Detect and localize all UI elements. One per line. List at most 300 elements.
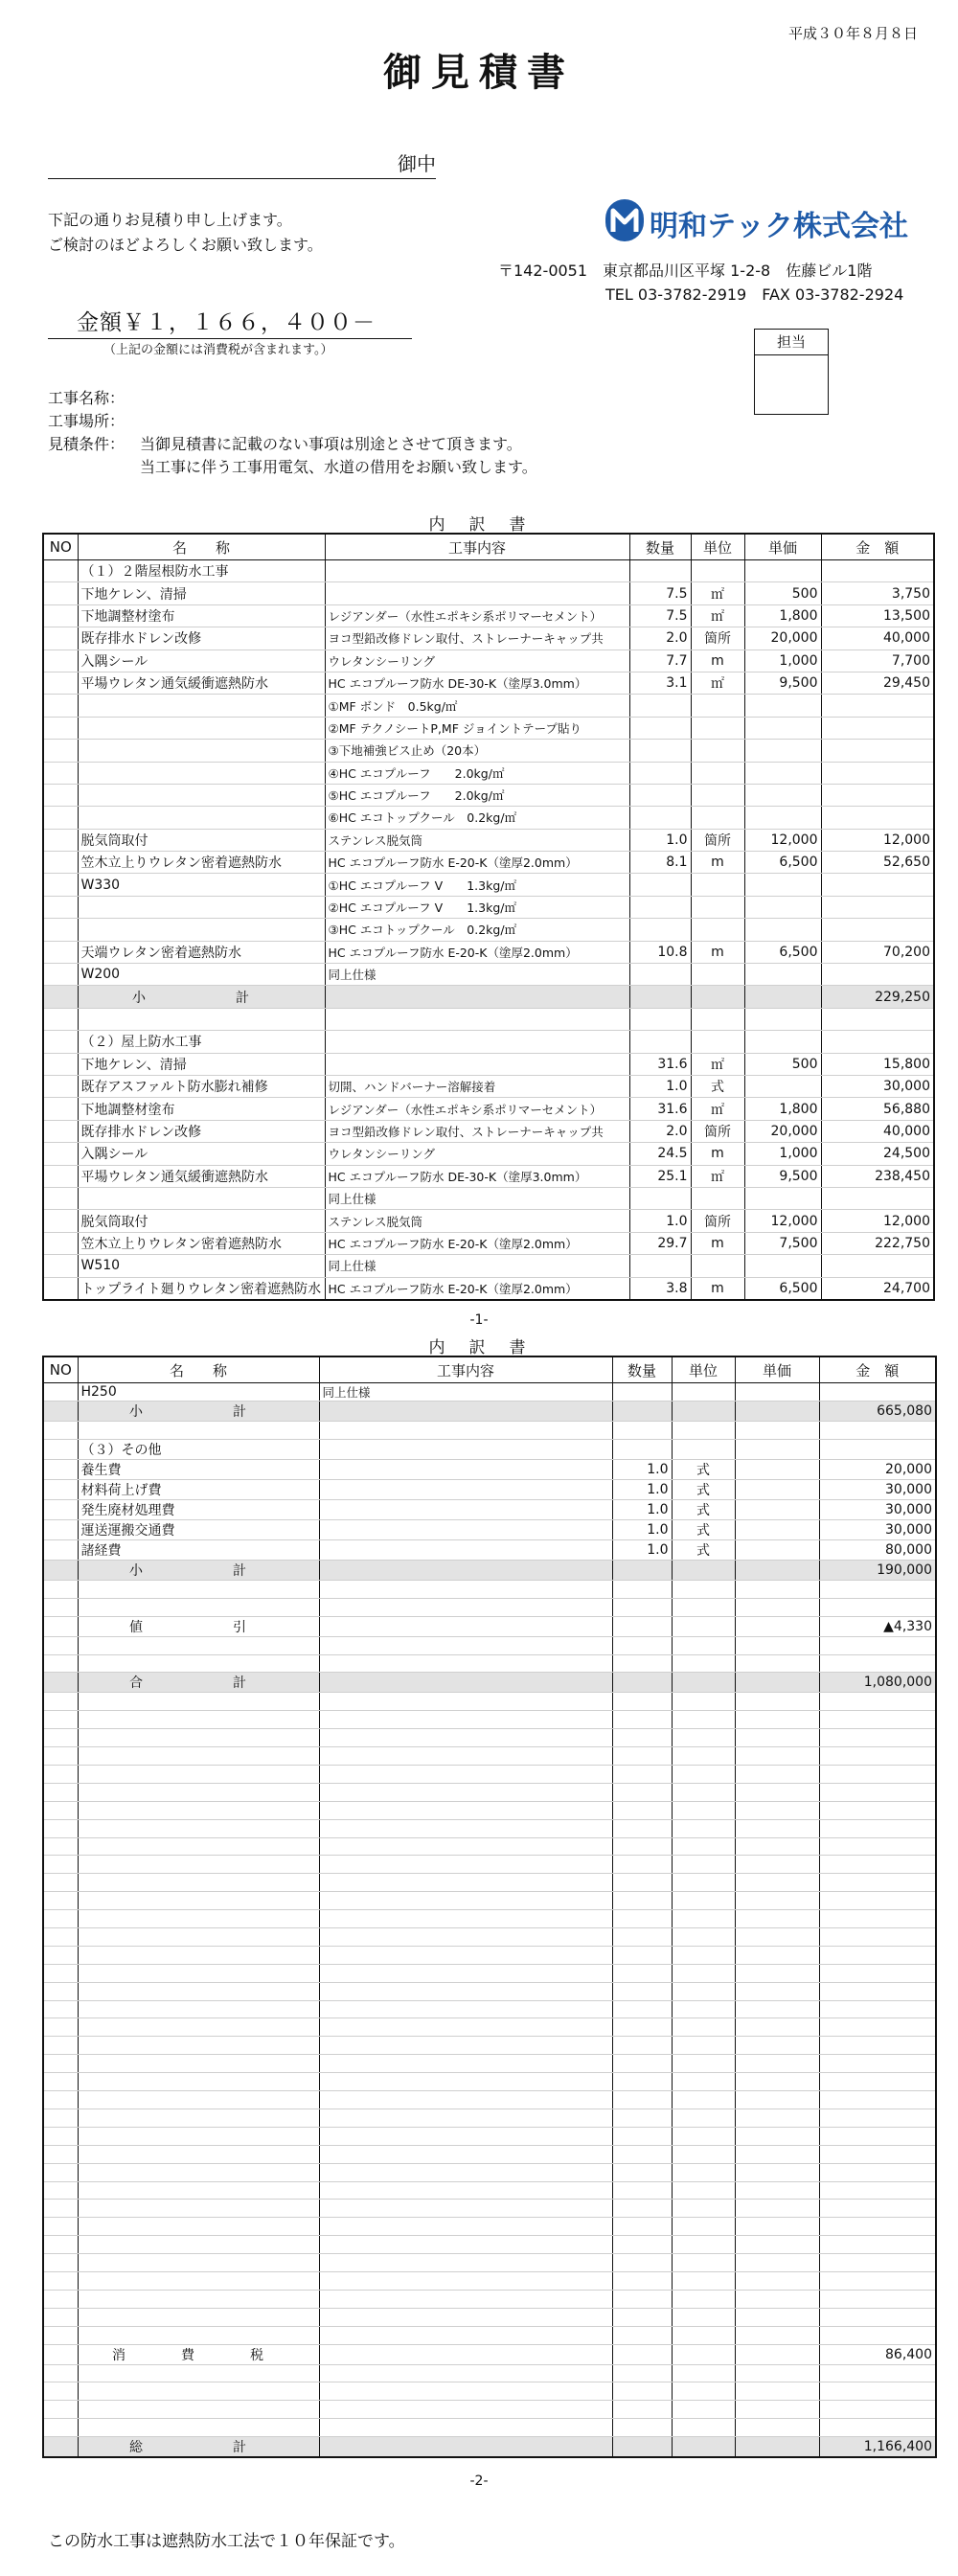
cell-name	[78, 695, 325, 717]
cell-unit	[691, 695, 744, 717]
cell-no	[43, 807, 78, 829]
cell-unit	[691, 1255, 744, 1277]
cell-amount	[819, 2109, 936, 2127]
cell-no	[43, 2163, 78, 2181]
cell-qty	[629, 695, 691, 717]
cell-name	[78, 1636, 319, 1654]
cell-name: 笠木立上りウレタン密着遮熱防水	[78, 1232, 325, 1254]
cell-unit	[672, 1711, 735, 1729]
cell-unit	[691, 807, 744, 829]
table-row	[43, 1654, 936, 1673]
table-row	[43, 1580, 936, 1598]
cell-amount	[819, 1856, 936, 1874]
cell-name: （３）その他	[78, 1439, 319, 1459]
cell-unit: ㎡	[691, 1098, 744, 1120]
cell-amount	[821, 807, 934, 829]
cell-no	[43, 964, 78, 986]
cell-price	[744, 807, 821, 829]
cell-no	[43, 1711, 78, 1729]
cell-qty	[612, 1636, 672, 1654]
cell-price	[735, 2382, 819, 2401]
cell-name: （１）２階屋根防水工事	[78, 560, 325, 582]
cell-unit	[672, 1928, 735, 1947]
project-name-label: 工事名称：	[48, 389, 125, 407]
cell-price	[735, 1459, 819, 1479]
cell-name	[78, 919, 325, 941]
cell-unit	[672, 2163, 735, 2181]
cell-qty	[612, 2236, 672, 2254]
cell-work: HC エコプルーフ防水 E-20-K（塗厚2.0mm）	[325, 1277, 629, 1300]
cell-work	[319, 2145, 612, 2163]
table-row	[43, 2200, 936, 2218]
cell-work	[319, 1892, 612, 1910]
cell-price	[735, 1616, 819, 1636]
addressee-suffix: 御中	[398, 152, 436, 175]
cell-name	[78, 2018, 319, 2037]
col-no: NO	[43, 534, 78, 560]
cell-price: 6,500	[744, 1277, 821, 1300]
cell-price	[735, 2145, 819, 2163]
cell-no	[43, 1031, 78, 1053]
cell-amount	[819, 1422, 936, 1440]
cell-no	[43, 1277, 78, 1300]
cell-name: 下地調整材塗布	[78, 1098, 325, 1120]
cell-name: 下地ケレン、清掃	[78, 1053, 325, 1075]
cell-work	[319, 1910, 612, 1928]
cell-no	[43, 1982, 78, 2000]
cell-qty	[612, 1801, 672, 1819]
cell-price	[744, 874, 821, 896]
cell-amount	[819, 2236, 936, 2254]
cell-unit	[672, 1856, 735, 1874]
cell-work	[319, 1964, 612, 1982]
cell-work: ②MF テクノシートP,MF ジョイントテープ貼り	[325, 717, 629, 739]
cell-unit	[672, 1616, 735, 1636]
cell-no	[43, 1801, 78, 1819]
cell-amount: 24,500	[821, 1143, 934, 1165]
cell-qty: 1.0	[612, 1479, 672, 1499]
cell-price: 1,800	[744, 1098, 821, 1120]
cell-amount: 190,000	[819, 1560, 936, 1580]
cell-unit: ㎡	[691, 582, 744, 604]
cell-qty	[612, 1819, 672, 1837]
cell-name	[78, 896, 325, 918]
table-row	[43, 2091, 936, 2109]
table-row	[43, 1711, 936, 1729]
table-row	[43, 1946, 936, 1964]
cell-amount: 1,166,400	[819, 2437, 936, 2458]
cell-price	[744, 1187, 821, 1209]
cell-work	[319, 2308, 612, 2326]
cell-no	[43, 784, 78, 806]
cell-unit	[672, 1422, 735, 1440]
table-row	[43, 2344, 936, 2364]
cell-price	[735, 1560, 819, 1580]
table-row	[43, 2000, 936, 2018]
cell-name: 合 計	[78, 1673, 319, 1693]
cell-name	[78, 1693, 319, 1711]
cell-unit	[672, 2109, 735, 2127]
cell-price	[735, 1580, 819, 1598]
cell-name: W200	[78, 964, 325, 986]
cell-price	[744, 1255, 821, 1277]
cell-no	[43, 1519, 78, 1539]
cell-qty	[612, 2055, 672, 2073]
cell-work	[325, 1008, 629, 1030]
cell-unit	[672, 2382, 735, 2401]
cell-work	[319, 1636, 612, 1654]
table-row	[43, 762, 934, 784]
cell-amount: 24,700	[821, 1277, 934, 1300]
cell-price	[735, 1383, 819, 1402]
table-row	[43, 1210, 934, 1232]
col-amount: 金 額	[821, 534, 934, 560]
table-row	[43, 1874, 936, 1892]
cell-price: 6,500	[744, 852, 821, 874]
cell-name	[78, 2382, 319, 2401]
cell-unit	[691, 1187, 744, 1209]
table-row	[43, 2109, 936, 2127]
cell-unit	[672, 2181, 735, 2200]
table-row	[43, 2236, 936, 2254]
cell-amount: 30,000	[819, 1519, 936, 1539]
table-row	[43, 2018, 936, 2037]
cell-amount: 30,000	[819, 1499, 936, 1519]
cell-qty	[612, 1711, 672, 1729]
cell-unit	[691, 1031, 744, 1053]
cell-work	[319, 1459, 612, 1479]
table-row	[43, 2437, 936, 2458]
table-row	[43, 1539, 936, 1560]
cell-qty	[612, 1616, 672, 1636]
page-number-2: -2-	[469, 2473, 489, 2489]
table-row	[43, 695, 934, 717]
cell-no	[43, 2419, 78, 2437]
cell-unit	[672, 2218, 735, 2236]
cell-unit: m	[691, 650, 744, 672]
cell-work	[319, 1693, 612, 1711]
cell-work	[319, 1928, 612, 1947]
cell-no	[43, 1747, 78, 1766]
cell-work	[319, 2271, 612, 2290]
col-name: 名 称	[78, 534, 325, 560]
cell-no	[43, 1120, 78, 1142]
cell-name	[78, 1654, 319, 1673]
cell-price	[744, 896, 821, 918]
cell-name	[78, 2236, 319, 2254]
cell-qty	[612, 1402, 672, 1422]
cell-work: ⑤HC エコプルーフ 2.0kg/㎡	[325, 784, 629, 806]
cell-qty	[612, 2254, 672, 2272]
cell-price	[735, 1673, 819, 1693]
cell-work	[319, 1673, 612, 1693]
cell-unit	[672, 1636, 735, 1654]
table-row	[43, 2055, 936, 2073]
cell-price	[735, 1519, 819, 1539]
cell-qty	[629, 717, 691, 739]
cell-amount	[819, 2000, 936, 2018]
cell-work	[319, 2091, 612, 2109]
col-work: 工事内容	[325, 534, 629, 560]
cell-no	[43, 582, 78, 604]
cell-unit: ㎡	[691, 1053, 744, 1075]
cell-amount	[821, 896, 934, 918]
cell-work	[319, 2344, 612, 2364]
cell-no	[43, 2218, 78, 2236]
cell-work	[319, 1819, 612, 1837]
table-row	[43, 1747, 936, 1766]
cell-amount	[821, 560, 934, 582]
cell-amount	[819, 2401, 936, 2419]
cell-unit	[672, 1946, 735, 1964]
table-row	[43, 1819, 936, 1837]
cell-name: 総 計	[78, 2437, 319, 2458]
cell-no	[43, 874, 78, 896]
cell-amount	[821, 874, 934, 896]
cell-amount: 229,250	[821, 986, 934, 1008]
cell-no	[43, 2401, 78, 2419]
cell-amount	[819, 2091, 936, 2109]
cell-name: 平場ウレタン通気緩衝遮熱防水	[78, 672, 325, 694]
cell-unit	[691, 964, 744, 986]
cell-work	[319, 1837, 612, 1856]
cell-unit	[672, 2308, 735, 2326]
cell-unit	[691, 762, 744, 784]
cell-name: 既存排水ドレン改修	[78, 627, 325, 650]
cell-qty: 2.0	[629, 1120, 691, 1142]
cell-price	[744, 717, 821, 739]
cell-name	[78, 807, 325, 829]
cell-name: 既存排水ドレン改修	[78, 1120, 325, 1142]
cell-qty	[612, 1837, 672, 1856]
cell-amount	[819, 2364, 936, 2382]
cell-name: 天端ウレタン密着遮熱防水	[78, 941, 325, 963]
cell-name	[78, 2218, 319, 2236]
cell-name: （２）屋上防水工事	[78, 1031, 325, 1053]
table-row	[43, 1519, 936, 1539]
cell-amount: 665,080	[819, 1402, 936, 1422]
cell-name	[78, 1422, 319, 1440]
cell-price	[744, 695, 821, 717]
breakdown-title-1: 内 訳 書	[428, 515, 530, 535]
cell-qty: 1.0	[612, 1499, 672, 1519]
cell-qty	[612, 1892, 672, 1910]
table-row	[43, 829, 934, 851]
cell-amount	[819, 1598, 936, 1616]
cell-qty	[612, 2181, 672, 2200]
cell-name: 小 計	[78, 986, 325, 1008]
cell-qty	[612, 1422, 672, 1440]
cell-qty	[612, 1910, 672, 1928]
cell-qty	[612, 1580, 672, 1598]
issue-date: 平成３０年８月８日	[787, 25, 918, 42]
breakdown-table-1	[42, 533, 935, 1301]
cell-name: H250	[78, 1383, 319, 1402]
cell-amount	[819, 2073, 936, 2091]
table-row	[43, 2073, 936, 2091]
cell-no	[43, 1729, 78, 1747]
cell-unit	[672, 2326, 735, 2344]
cell-unit	[691, 1008, 744, 1030]
table-row	[43, 1560, 936, 1580]
cell-price	[735, 1422, 819, 1440]
cell-price	[735, 2055, 819, 2073]
cell-no	[43, 672, 78, 694]
table-row	[43, 1856, 936, 1874]
table-row	[43, 1053, 934, 1075]
cell-unit	[672, 2437, 735, 2458]
cell-work: 同上仕様	[325, 1187, 629, 1209]
col-no: NO	[43, 1356, 78, 1383]
cell-amount: 3,750	[821, 582, 934, 604]
cell-no	[43, 1964, 78, 1982]
cell-work	[319, 1616, 612, 1636]
cell-amount	[821, 762, 934, 784]
cell-price	[744, 560, 821, 582]
cell-no	[43, 1499, 78, 1519]
cell-price	[735, 1711, 819, 1729]
table-row	[43, 604, 934, 627]
table-row	[43, 1801, 936, 1819]
cell-unit	[672, 2018, 735, 2037]
cell-amount: 80,000	[819, 1539, 936, 1560]
cell-no	[43, 829, 78, 851]
cell-work: ⑥HC エコトップクール 0.2kg/㎡	[325, 807, 629, 829]
table-row	[43, 672, 934, 694]
cell-work: ④HC エコプルーフ 2.0kg/㎡	[325, 762, 629, 784]
cell-no	[43, 1479, 78, 1499]
cell-amount	[819, 2290, 936, 2308]
cell-no	[43, 2382, 78, 2401]
table-row	[43, 986, 934, 1008]
cell-qty	[612, 1783, 672, 1801]
cell-price: 500	[744, 1053, 821, 1075]
cell-work: ①HC エコプルーフ V 1.3kg/㎡	[325, 874, 629, 896]
cell-amount: 20,000	[819, 1459, 936, 1479]
cell-unit	[672, 2200, 735, 2218]
cell-price	[735, 2000, 819, 2018]
cell-qty	[612, 1598, 672, 1616]
conditions-line-1: 当御見積書に記載のない事項は別途とさせて頂きます。	[140, 435, 522, 453]
table-row	[43, 1837, 936, 1856]
person-in-charge-box	[754, 329, 829, 415]
cell-qty	[612, 1946, 672, 1964]
table-row	[43, 2127, 936, 2145]
cell-price	[735, 2127, 819, 2145]
cell-work	[319, 2037, 612, 2055]
cell-qty: 31.6	[629, 1053, 691, 1075]
cell-qty	[612, 2091, 672, 2109]
table-row	[43, 1673, 936, 1693]
cell-price	[735, 2308, 819, 2326]
table-row	[43, 2401, 936, 2419]
cell-no	[43, 1636, 78, 1654]
cell-no	[43, 762, 78, 784]
table-row	[43, 964, 934, 986]
cell-amount: 52,650	[821, 852, 934, 874]
cell-no	[43, 627, 78, 650]
cell-name	[78, 2073, 319, 2091]
cell-work	[325, 582, 629, 604]
project-place-label: 工事場所：	[48, 412, 125, 430]
cell-qty	[629, 964, 691, 986]
cell-price: 1,800	[744, 604, 821, 627]
cell-unit: 箇所	[691, 627, 744, 650]
cell-work: ①MF ボンド 0.5kg/㎡	[325, 695, 629, 717]
cell-name	[78, 2401, 319, 2419]
table-row	[43, 784, 934, 806]
cell-no	[43, 1459, 78, 1479]
breakdown-title-2: 内 訳 書	[428, 1338, 530, 1357]
cell-price	[735, 2326, 819, 2344]
table-row	[43, 1120, 934, 1142]
table-row	[43, 1729, 936, 1747]
cell-name	[78, 2145, 319, 2163]
cell-qty	[612, 2290, 672, 2308]
cell-price	[744, 784, 821, 806]
cell-amount	[819, 1383, 936, 1402]
cell-no	[43, 2254, 78, 2272]
project-info	[48, 387, 537, 479]
cell-qty: 7.5	[629, 604, 691, 627]
table-row	[43, 1422, 936, 1440]
cell-work	[319, 1422, 612, 1440]
cell-name	[78, 2091, 319, 2109]
cell-no	[43, 2109, 78, 2127]
cell-name	[78, 1598, 319, 1616]
cell-qty	[612, 1874, 672, 1892]
cell-no	[43, 1075, 78, 1097]
cell-qty	[612, 1964, 672, 1982]
cell-price: 9,500	[744, 1165, 821, 1187]
cell-amount	[821, 695, 934, 717]
cell-work	[319, 2000, 612, 2018]
cell-no	[43, 695, 78, 717]
cell-no	[43, 1580, 78, 1598]
cell-no	[43, 1654, 78, 1673]
table-row	[43, 874, 934, 896]
breakdown-table-2	[42, 1356, 937, 2458]
cell-qty: 31.6	[629, 1098, 691, 1120]
cell-unit	[672, 2145, 735, 2163]
cell-work	[319, 2437, 612, 2458]
cell-unit	[672, 1892, 735, 1910]
cell-amount: ▲4,330	[819, 1616, 936, 1636]
cell-name	[78, 1837, 319, 1856]
cell-work: HC エコプルーフ防水 DE-30-K（塗厚3.0mm）	[325, 1165, 629, 1187]
cell-price	[735, 2419, 819, 2437]
cell-amount	[819, 1801, 936, 1819]
cell-price	[735, 2344, 819, 2364]
cell-no	[43, 1143, 78, 1165]
cell-unit	[672, 2127, 735, 2145]
cell-work	[319, 2200, 612, 2218]
cell-name	[78, 1982, 319, 2000]
cell-no	[43, 2091, 78, 2109]
cell-qty: 1.0	[629, 829, 691, 851]
intro-line-2: ご検討のほどよろしくお願い致します。	[48, 236, 323, 254]
cell-no	[43, 1232, 78, 1254]
cell-qty	[612, 1560, 672, 1580]
cell-work: 同上仕様	[325, 1255, 629, 1277]
cell-price	[744, 1075, 821, 1097]
cell-amount	[819, 1711, 936, 1729]
cell-work: ③HC エコトップクール 0.2kg/㎡	[325, 919, 629, 941]
cell-name: 入隅シール	[78, 650, 325, 672]
cell-work: レジアンダー（水性エポキシ系ポリマーセメント）	[325, 1098, 629, 1120]
cell-no	[43, 2181, 78, 2200]
cell-unit	[672, 1693, 735, 1711]
